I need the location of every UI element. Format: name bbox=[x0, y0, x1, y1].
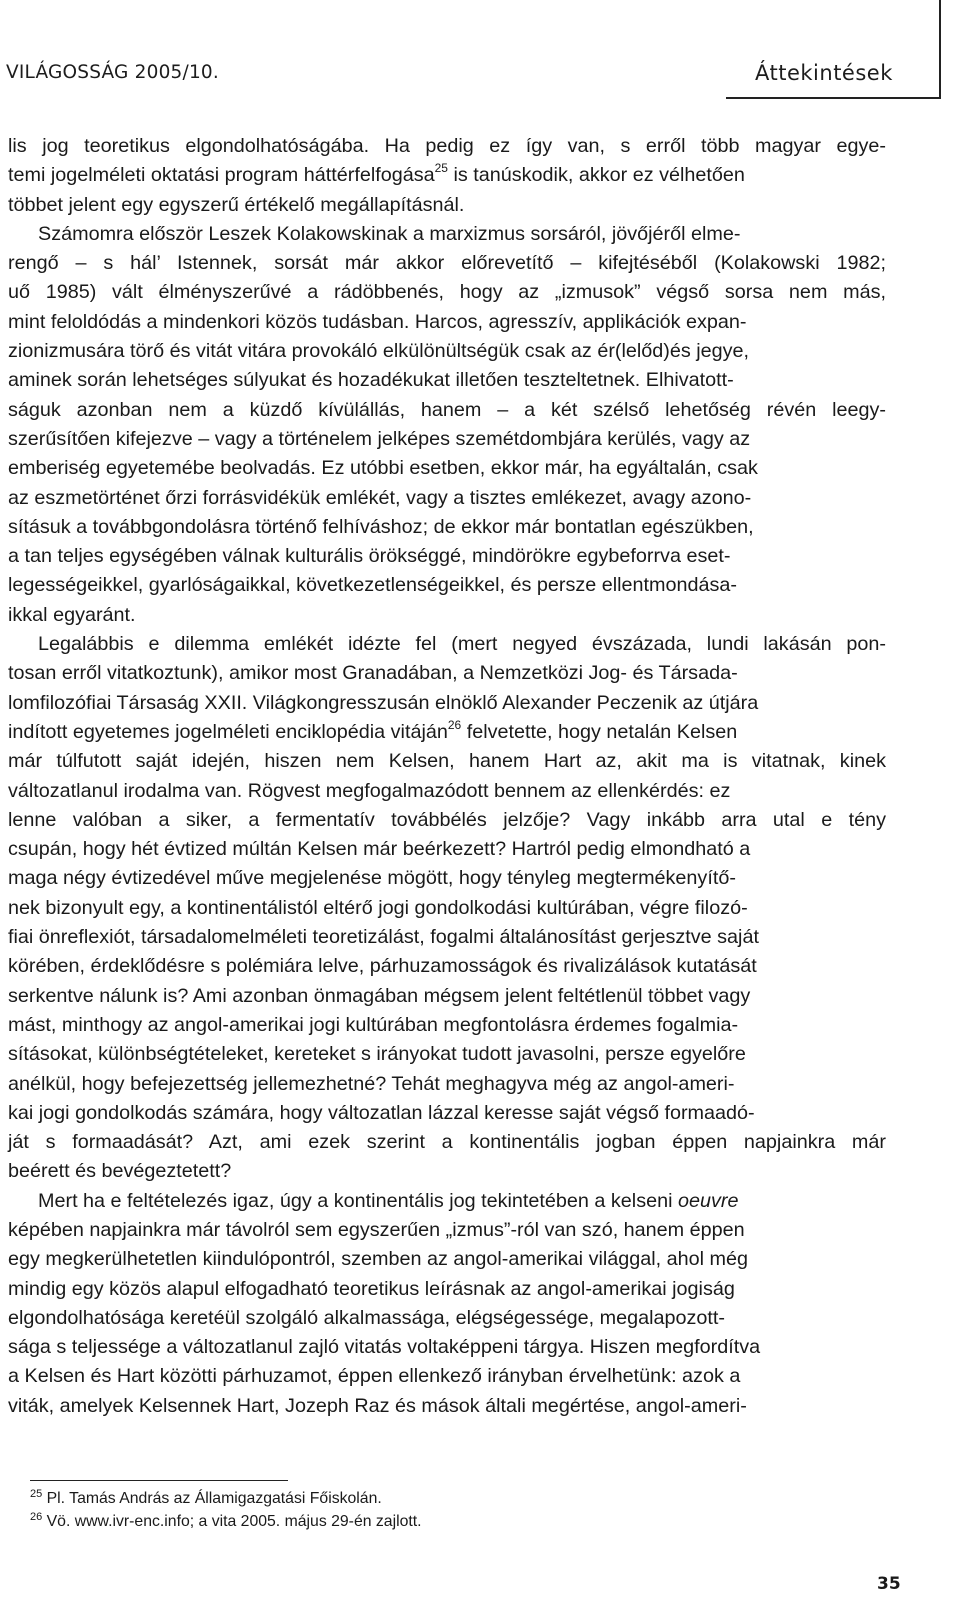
text-segment: többet jelent egy egyszerű értékelő megállapításnál. bbox=[8, 193, 465, 216]
text-line bbox=[8, 396, 886, 425]
text-segment: ját s formaadását? Azt, ami ezek szerint a kontinentális jogban éppen napjainkra már bbox=[8, 1131, 886, 1154]
text-line bbox=[8, 132, 886, 161]
header-horizontal-rule bbox=[726, 97, 940, 99]
running-head-section: Áttekintések bbox=[755, 61, 893, 85]
text-line bbox=[8, 923, 886, 952]
text-line bbox=[8, 601, 886, 630]
text-segment: aminek során lehetséges súlyukat és hozadékukat illetően teszteltetnek. Elhivatott- bbox=[8, 369, 734, 392]
text-segment: az eszmetörténet őrzi forrásvidékük emlékét, vagy a tisztes emlékezet, avagy azono- bbox=[8, 486, 752, 509]
text-line bbox=[8, 278, 886, 307]
text-segment: indított egyetemes jogelméleti enciklopédia vitáján bbox=[8, 720, 448, 743]
text-segment: már túlfutott saját idején, hiszen nem Kelsen, hanem Hart az, akit ma is vitatnak, kinek bbox=[8, 750, 886, 773]
text-segment: szerűsítően kifejezve – vagy a történelem jelképes szemétdombjára kerülés, vagy az bbox=[8, 427, 751, 450]
text-segment: képében napjainkra már távolról sem egyszerűen „izmus”-ról van szó, hanem éppen bbox=[8, 1218, 745, 1241]
text-segment: emberiség egyetemébe beolvadás. Ez utóbbi esetben, ekkor már, ha egyáltalán, csak bbox=[8, 457, 758, 480]
text-line bbox=[8, 454, 886, 483]
text-segment: csupán, hogy hét évtized múltán Kelsen már beérkezett? Hartról pedig elmondható a bbox=[8, 838, 751, 861]
footnote-text: Pl. Tamás András az Államigazgatási Főiskolán. bbox=[46, 1490, 382, 1507]
page-number: 35 bbox=[877, 1574, 901, 1594]
footnote-number: 25 bbox=[30, 1488, 43, 1500]
text-segment: viták, amelyek Kelsennek Hart, Jozeph Raz és mások általi megértése, angol-ameri- bbox=[8, 1394, 747, 1417]
text-line bbox=[8, 220, 886, 249]
text-line bbox=[8, 1187, 886, 1216]
text-line bbox=[8, 1333, 886, 1362]
text-segment: anélkül, hogy befejezettség jellemezhetné? Tehát meghagyva még az angol-ameri- bbox=[8, 1072, 735, 1095]
text-segment: kai jogi gondolkodás számára, hogy változatlan lázzal keresse saját végső formaadó- bbox=[8, 1101, 755, 1124]
text-line bbox=[8, 1362, 886, 1391]
text-line bbox=[8, 484, 886, 513]
text-line bbox=[8, 1040, 886, 1069]
text-line bbox=[8, 718, 886, 747]
text-line bbox=[8, 1070, 886, 1099]
text-segment: mindig egy közös alapul elfogadható teoretikus leírásnak az angol-amerikai jogiság bbox=[8, 1277, 735, 1300]
text-line bbox=[8, 777, 886, 806]
text-segment: mást, minthogy az angol-amerikai jogi kultúrában megfontolásra érdemes fogalmia- bbox=[8, 1013, 739, 1036]
text-segment: egy megkerülhetetlen kiindulópontról, szemben az angol-amerikai világgal, ahol még bbox=[8, 1248, 749, 1271]
text-segment: a Kelsen és Hart közötti párhuzamot, éppen ellenkező irányban érvelhetünk: azok a bbox=[8, 1365, 741, 1388]
text-segment: uő 1985) vált élményszerűvé a rádöbbenés, hogy az „izmusok” végső sorsa nem más, bbox=[8, 281, 886, 304]
text-segment: serkentve nálunk is? Ami azonban önmagában mégsem jelent feltétlenül többet vagy bbox=[8, 984, 751, 1007]
text-segment: mint feloldódás a mindenkori közös tudásban. Harcos, agresszív, applikációk expan- bbox=[8, 310, 747, 333]
italic-term: oeuvre bbox=[677, 1189, 739, 1212]
footnotes bbox=[30, 1487, 422, 1533]
footnote-separator bbox=[30, 1480, 288, 1481]
text-segment: ságuk azonban nem a küzdő kívülállás, hanem – a két szélső lehetőség révén leegy- bbox=[8, 398, 886, 421]
text-segment: rengő – s hál’ Istennek, sorsát már akkor előrevetítő – kifejtéséből (Kolakowski 1982; bbox=[8, 252, 886, 275]
text-segment: elgondolhatósága keretéül szolgáló alkalmassága, elégségessége, megalapozott- bbox=[8, 1306, 725, 1329]
text-segment: temi jogelméleti oktatási program háttérfelfogása bbox=[8, 164, 435, 187]
text-line bbox=[8, 1099, 886, 1128]
text-segment: fiai önreflexiót, társadalomelméleti teoretizálást, fogalmi általánosítást gerjesztve saját bbox=[8, 926, 759, 949]
footnote-reference: 25 bbox=[434, 161, 448, 176]
text-line bbox=[8, 1157, 886, 1186]
text-line bbox=[8, 542, 886, 571]
text-segment: lomfilozófiai Társaság XXII. Világkongresszusán elnöklő Alexander Peczenik az útjára bbox=[8, 691, 759, 714]
text-segment: sága s teljessége a változatlanul zajló vitatás voltaképpeni tárgya. Hiszen megfordítva bbox=[8, 1336, 761, 1359]
text-line bbox=[8, 1011, 886, 1040]
text-line bbox=[8, 1392, 886, 1421]
text-line bbox=[8, 689, 886, 718]
footnote-26 bbox=[30, 1510, 422, 1533]
text-line bbox=[8, 1128, 886, 1157]
text-line bbox=[8, 1304, 886, 1333]
text-line bbox=[8, 1216, 886, 1245]
text-segment: Mert ha e feltételezés igaz, úgy a kontinentális jog tekintetében a kelseni bbox=[38, 1189, 678, 1212]
text-segment: maga négy évtizedével műve megjelenése mögött, hogy tényleg megtermékenyítő- bbox=[8, 867, 736, 890]
text-segment: Legalábbis e dilemma emlékét idézte fel (mert negyed évszázada, lundi lakásán pon- bbox=[38, 633, 886, 656]
footnote-text: Vö. www.ivr-enc.info; a vita 2005. május 29-én zajlott. bbox=[46, 1513, 422, 1530]
text-segment: ikkal egyaránt. bbox=[8, 603, 136, 626]
text-segment: legességeikkel, gyarlóságaikkal, következetlenségeikkel, és persze ellentmondása- bbox=[8, 574, 738, 597]
text-line bbox=[8, 308, 886, 337]
text-segment: körében, érdeklődésre s polémiára lelve, párhuzamosságok és rivalizálások kutatását bbox=[8, 955, 757, 978]
text-segment: változatlanul irodalma van. Rögvest megfogalmazódott bennem az ellenkérdés: ez bbox=[8, 779, 731, 802]
text-line bbox=[8, 806, 886, 835]
text-segment: beérett és bevégeztetett? bbox=[8, 1160, 232, 1183]
text-line bbox=[8, 161, 886, 190]
text-line bbox=[8, 894, 886, 923]
footnote-25 bbox=[30, 1487, 422, 1510]
text-line bbox=[8, 659, 886, 688]
text-line bbox=[8, 191, 886, 220]
text-segment: Számomra először Leszek Kolakowskinak a marxizmus sorsáról, jövőjéről elme- bbox=[38, 222, 741, 245]
text-segment: sításokat, különbségtételeket, kereteket s irányokat tudott javasolni, persze egyelőre bbox=[8, 1043, 746, 1066]
header-vertical-rule bbox=[939, 0, 941, 99]
text-line bbox=[8, 630, 886, 659]
text-segment: tosan erről vitatkoztunk), amikor most Granadában, a Nemzetközi Jog- és Társada- bbox=[8, 662, 738, 685]
text-line bbox=[8, 513, 886, 542]
footnote-reference: 26 bbox=[447, 717, 462, 732]
text-segment: sításuk a továbbgondolásra történő felhíváshoz; de ekkor már bontatlan egészükben, bbox=[8, 515, 754, 538]
text-line bbox=[8, 1245, 886, 1274]
text-segment: nek bizonyult egy, a kontinentálistól eltérő jogi gondolkodási kultúrában, végre filozó- bbox=[8, 896, 748, 919]
text-segment: lis jog teoretikus elgondolhatóságába. Ha pedig ez így van, s erről több magyar egye- bbox=[8, 135, 886, 157]
text-line bbox=[8, 982, 886, 1011]
footnote-number: 26 bbox=[30, 1511, 43, 1523]
text-line bbox=[8, 571, 886, 600]
text-segment: zionizmusára törő és vitát vitára provokáló elkülönültségük csak az ér(lelőd)és jegye, bbox=[8, 340, 750, 363]
text-line bbox=[8, 1275, 886, 1304]
text-line bbox=[8, 366, 886, 395]
text-line bbox=[8, 425, 886, 454]
text-line bbox=[8, 835, 886, 864]
text-line bbox=[8, 337, 886, 366]
text-segment: lenne valóban a siker, a fermentatív továbbélés jelzője? Vagy inkább arra utal e tény bbox=[8, 808, 886, 831]
text-line bbox=[8, 952, 886, 981]
text-segment: is tanúskodik, akkor ez vélhetően bbox=[447, 164, 745, 187]
text-line bbox=[8, 249, 886, 278]
body-text bbox=[8, 132, 886, 1421]
running-head-journal: VILÁGOSSÁG 2005/10. bbox=[6, 62, 219, 83]
text-segment: felvetette, hogy netalán Kelsen bbox=[461, 720, 738, 743]
text-line bbox=[8, 747, 886, 776]
text-segment: a tan teljes egységében válnak kulturális örökséggé, mindörökre egybeforrva eset- bbox=[8, 545, 731, 568]
text-line bbox=[8, 864, 886, 893]
